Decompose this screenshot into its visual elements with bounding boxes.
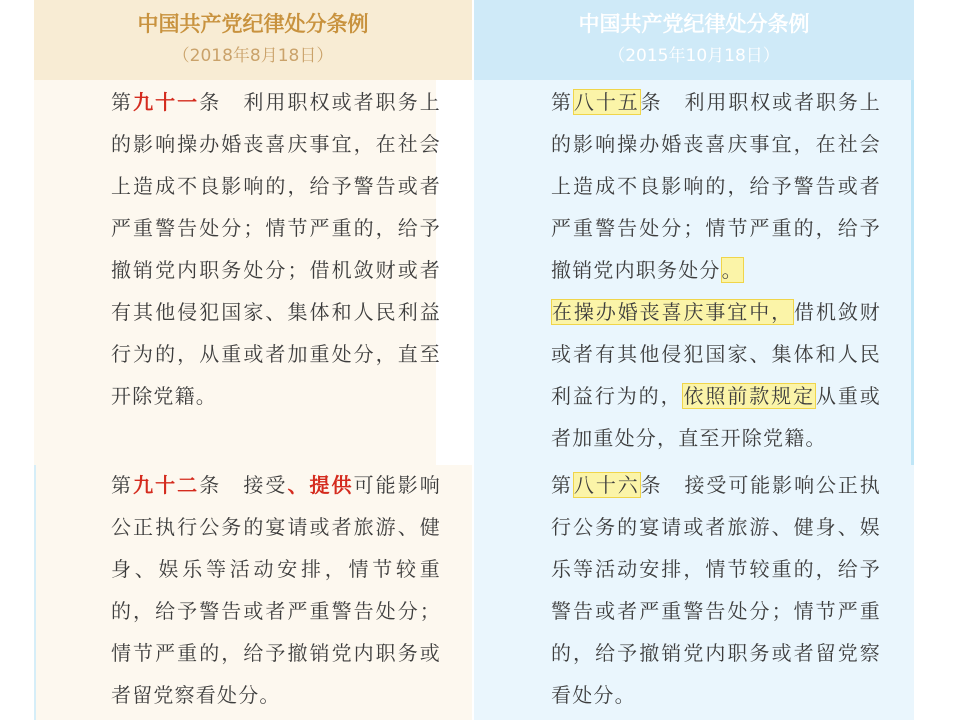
left-column (34, 0, 472, 80)
article-body-start: 条 接受 (199, 473, 288, 497)
right-title: 中国共产党纪律处分条例 (578, 12, 810, 36)
article-body: 可能影响公正执行公务的宴请或者旅游、健身、娱乐等活动安排，情节较重的，给予警告或者严重警告处分；情节严重的，给予撤销党内职务或者留党察看处分。 (111, 473, 441, 707)
article-body: 条 利用职权或者职务上的影响操办婚丧喜庆事宜，在社会上造成不良影响的，给予警告或者严重警告处分；情节严重的，给予撤销党内职务处分 (551, 90, 882, 282)
article-prefix: 第 (551, 90, 573, 114)
article-number-highlight: 八十五 (573, 90, 640, 114)
right-date: （2015年10月18日） (608, 46, 780, 66)
right-header (474, 0, 914, 80)
left-article-2 (69, 464, 441, 716)
article-prefix: 第 (551, 473, 573, 497)
article-number-highlight: 八十六 (573, 473, 640, 497)
article-body-2b: 从重或者加重处分，直至开除党籍。 (551, 384, 881, 450)
article-prefix: 第 (111, 90, 134, 114)
article-prefix: 第 (111, 473, 134, 497)
article-body-2a: 借机敛财或者有其他侵犯国家、集体和人民利益行为的， (551, 300, 881, 408)
article-number-changed: 九十一 (133, 90, 200, 114)
added-text: 、提供 (287, 473, 354, 497)
left-article-1 (69, 81, 441, 417)
right-article-2 (509, 464, 881, 716)
removed-text-highlight: 在操办婚丧喜庆事宜中， (552, 300, 794, 324)
left-date: （2018年8月18日） (172, 46, 334, 66)
right-column (474, 0, 914, 80)
left-title: 中国共产党纪律处分条例 (137, 12, 369, 36)
removed-text-highlight-2: 依照前款规定 (683, 384, 815, 408)
article-body: 条 接受可能影响公正执行公务的宴请或者旅游、健身、娱乐等活动安排，情节较重的，给予警告或者严重警告处分；情节严重的，给予撤销党内职务或者留党察看处分。 (551, 473, 882, 707)
period-highlight: 。 (721, 258, 743, 282)
right-article-1 (509, 81, 881, 459)
article-number-changed: 九十二 (133, 473, 200, 497)
article-body: 条 利用职权或者职务上的影响操办婚丧喜庆事宜，在社会上造成不良影响的，给予警告或者严重警告处分；情节严重的，给予撤销党内职务处分；借机敛财或者有其他侵犯国家、集体和人民利益行为的，从重或者加重处分，直至开除党籍。 (111, 90, 441, 408)
left-header (34, 0, 472, 80)
